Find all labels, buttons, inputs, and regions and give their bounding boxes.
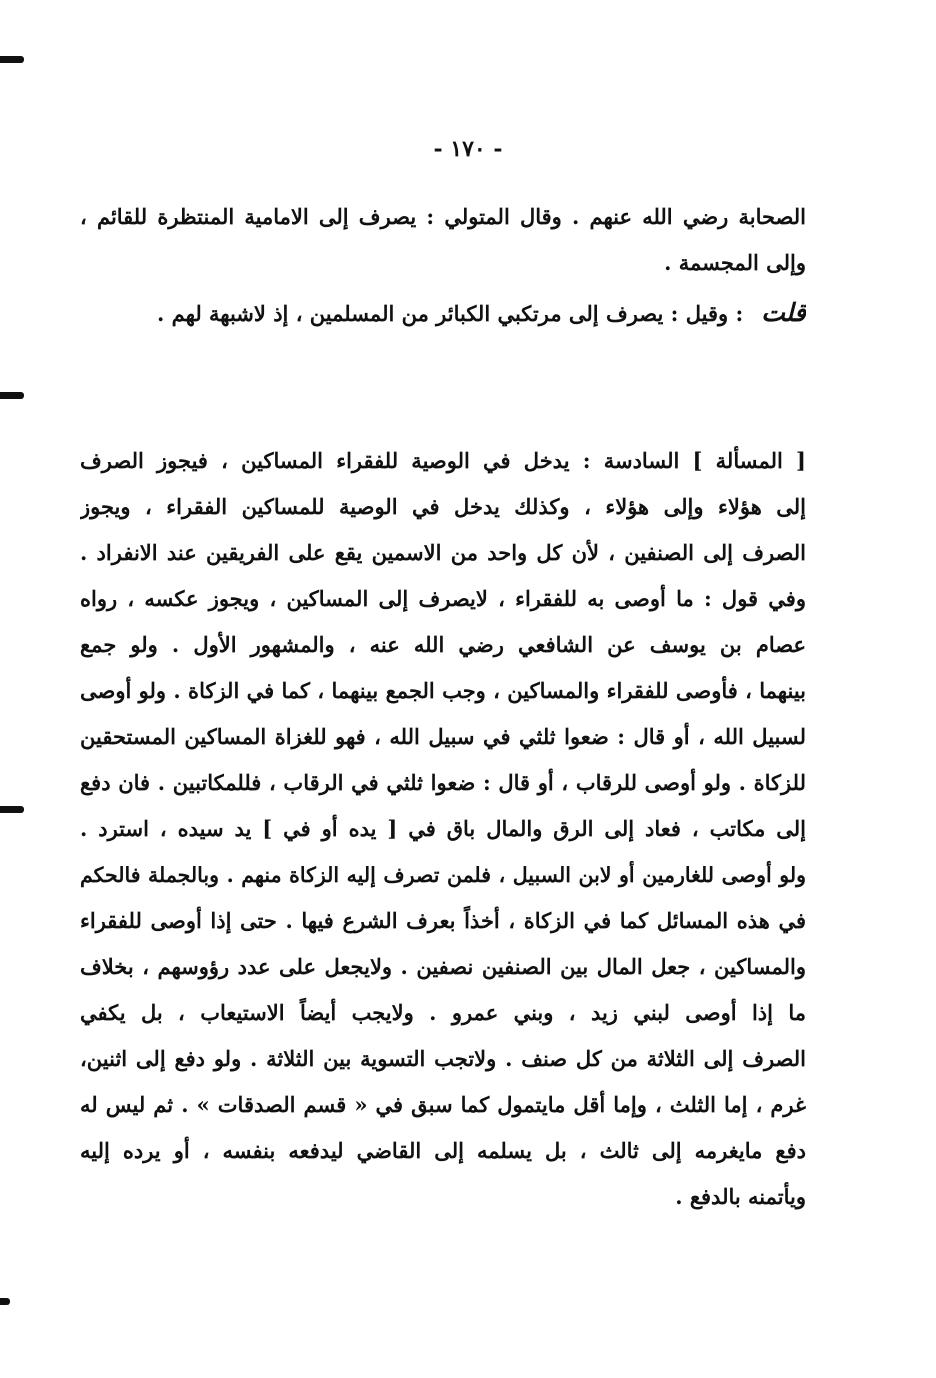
text-line: في هذه المسائل كما في الزكاة ، أخذاً بعرف الشرع فيها . حتى إذا أوصى للفقراء bbox=[80, 908, 806, 933]
qult-line bbox=[80, 290, 806, 336]
text-line: ما إذا أوصى لبني زيد ، وبني عمرو . ولايجب أيضاً الاستيعاب ، بل يكفي bbox=[80, 1000, 806, 1025]
qult-label: قلت bbox=[761, 298, 806, 327]
paragraph-issue-six bbox=[80, 438, 806, 1220]
text-line: دفع مايغرمه إلى ثالث ، بل يسلمه إلى القاضي ليدفعه بنفسه ، أو يرده إليه bbox=[80, 1138, 806, 1163]
text-line: وإلى المجسمة . bbox=[664, 250, 806, 275]
text-line: بينهما ، فأوصى للفقراء والمساكين ، وجب الجمع بينهما ، كما في الزكاة . ولو أوصى bbox=[80, 678, 806, 703]
text-line: ولو أوصى للغارمين أو لابن السبيل ، فلمن تصرف إليه الزكاة منهم . وبالجملة فالحكم bbox=[80, 863, 806, 887]
text-line: وفي قول : ما أوصى به للفقراء ، لايصرف إلى المساكين ، ويجوز عكسه ، رواه bbox=[80, 586, 806, 611]
text-line: للزكاة . ولو أوصى للرقاب ، أو قال : ضعوا ثلثي في الرقاب ، فللمكاتبين . فان دفع bbox=[80, 770, 806, 795]
text-line: إلى مكاتب ، فعاد إلى الرق والمال باق في [ يده أو في ] يد سيده ، استرد . bbox=[80, 816, 806, 841]
text-line: عصام بن يوسف عن الشافعي رضي الله عنه ، والمشهور الأول . ولو جمع bbox=[80, 632, 806, 657]
scan-margin-mark bbox=[0, 56, 24, 63]
paragraph-continuation bbox=[80, 194, 806, 336]
text-line: غرم ، إما الثلث ، وإما أقل مايتمول كما سبق في « قسم الصدقات » . ثم ليس له bbox=[80, 1092, 806, 1117]
text-line: ويأتمنه بالدفع . bbox=[675, 1184, 806, 1209]
scan-margin-mark bbox=[0, 392, 24, 399]
scan-margin-mark bbox=[0, 806, 24, 813]
text-line: الصحابة رضي الله عنهم . وقال المتولي : يصرف إلى الامامية المنتظرة للقائم ، bbox=[80, 204, 806, 229]
text-line: والمساكين ، جعل المال بين الصنفين نصفين . ولايجعل على عدد رؤوسهم ، بخلاف bbox=[80, 954, 806, 979]
text-line: لسبيل الله ، أو قال : ضعوا ثلثي في سبيل الله ، فهو للغزاة المساكين المستحقين bbox=[80, 724, 806, 749]
text-line: الصرف إلى الثلاثة من كل صنف . ولاتجب التسوية بين الثلاثة . ولو دفع إلى اثنين، bbox=[80, 1046, 806, 1071]
text-line: إلى هؤلاء وإلى هؤلاء ، وكذلك يدخل في الوصية للمساكين الفقراء ، ويجوز bbox=[80, 494, 806, 519]
text-line: الصرف إلى الصنفين ، لأن كل واحد من الاسمين يقع على الفريقين عند الانفراد . bbox=[80, 540, 806, 565]
text-line: [ المسألة ] السادسة : يدخل في الوصية للفقراء المساكين ، فيجوز الصرف bbox=[80, 448, 806, 473]
page-number: - ١٧٠ - bbox=[433, 136, 503, 162]
scan-margin-mark bbox=[0, 1298, 10, 1305]
qult-text: : وقيل : يصرف إلى مرتكبي الكبائر من المسلمين ، إذ لاشبهة لهم . bbox=[157, 301, 744, 326]
